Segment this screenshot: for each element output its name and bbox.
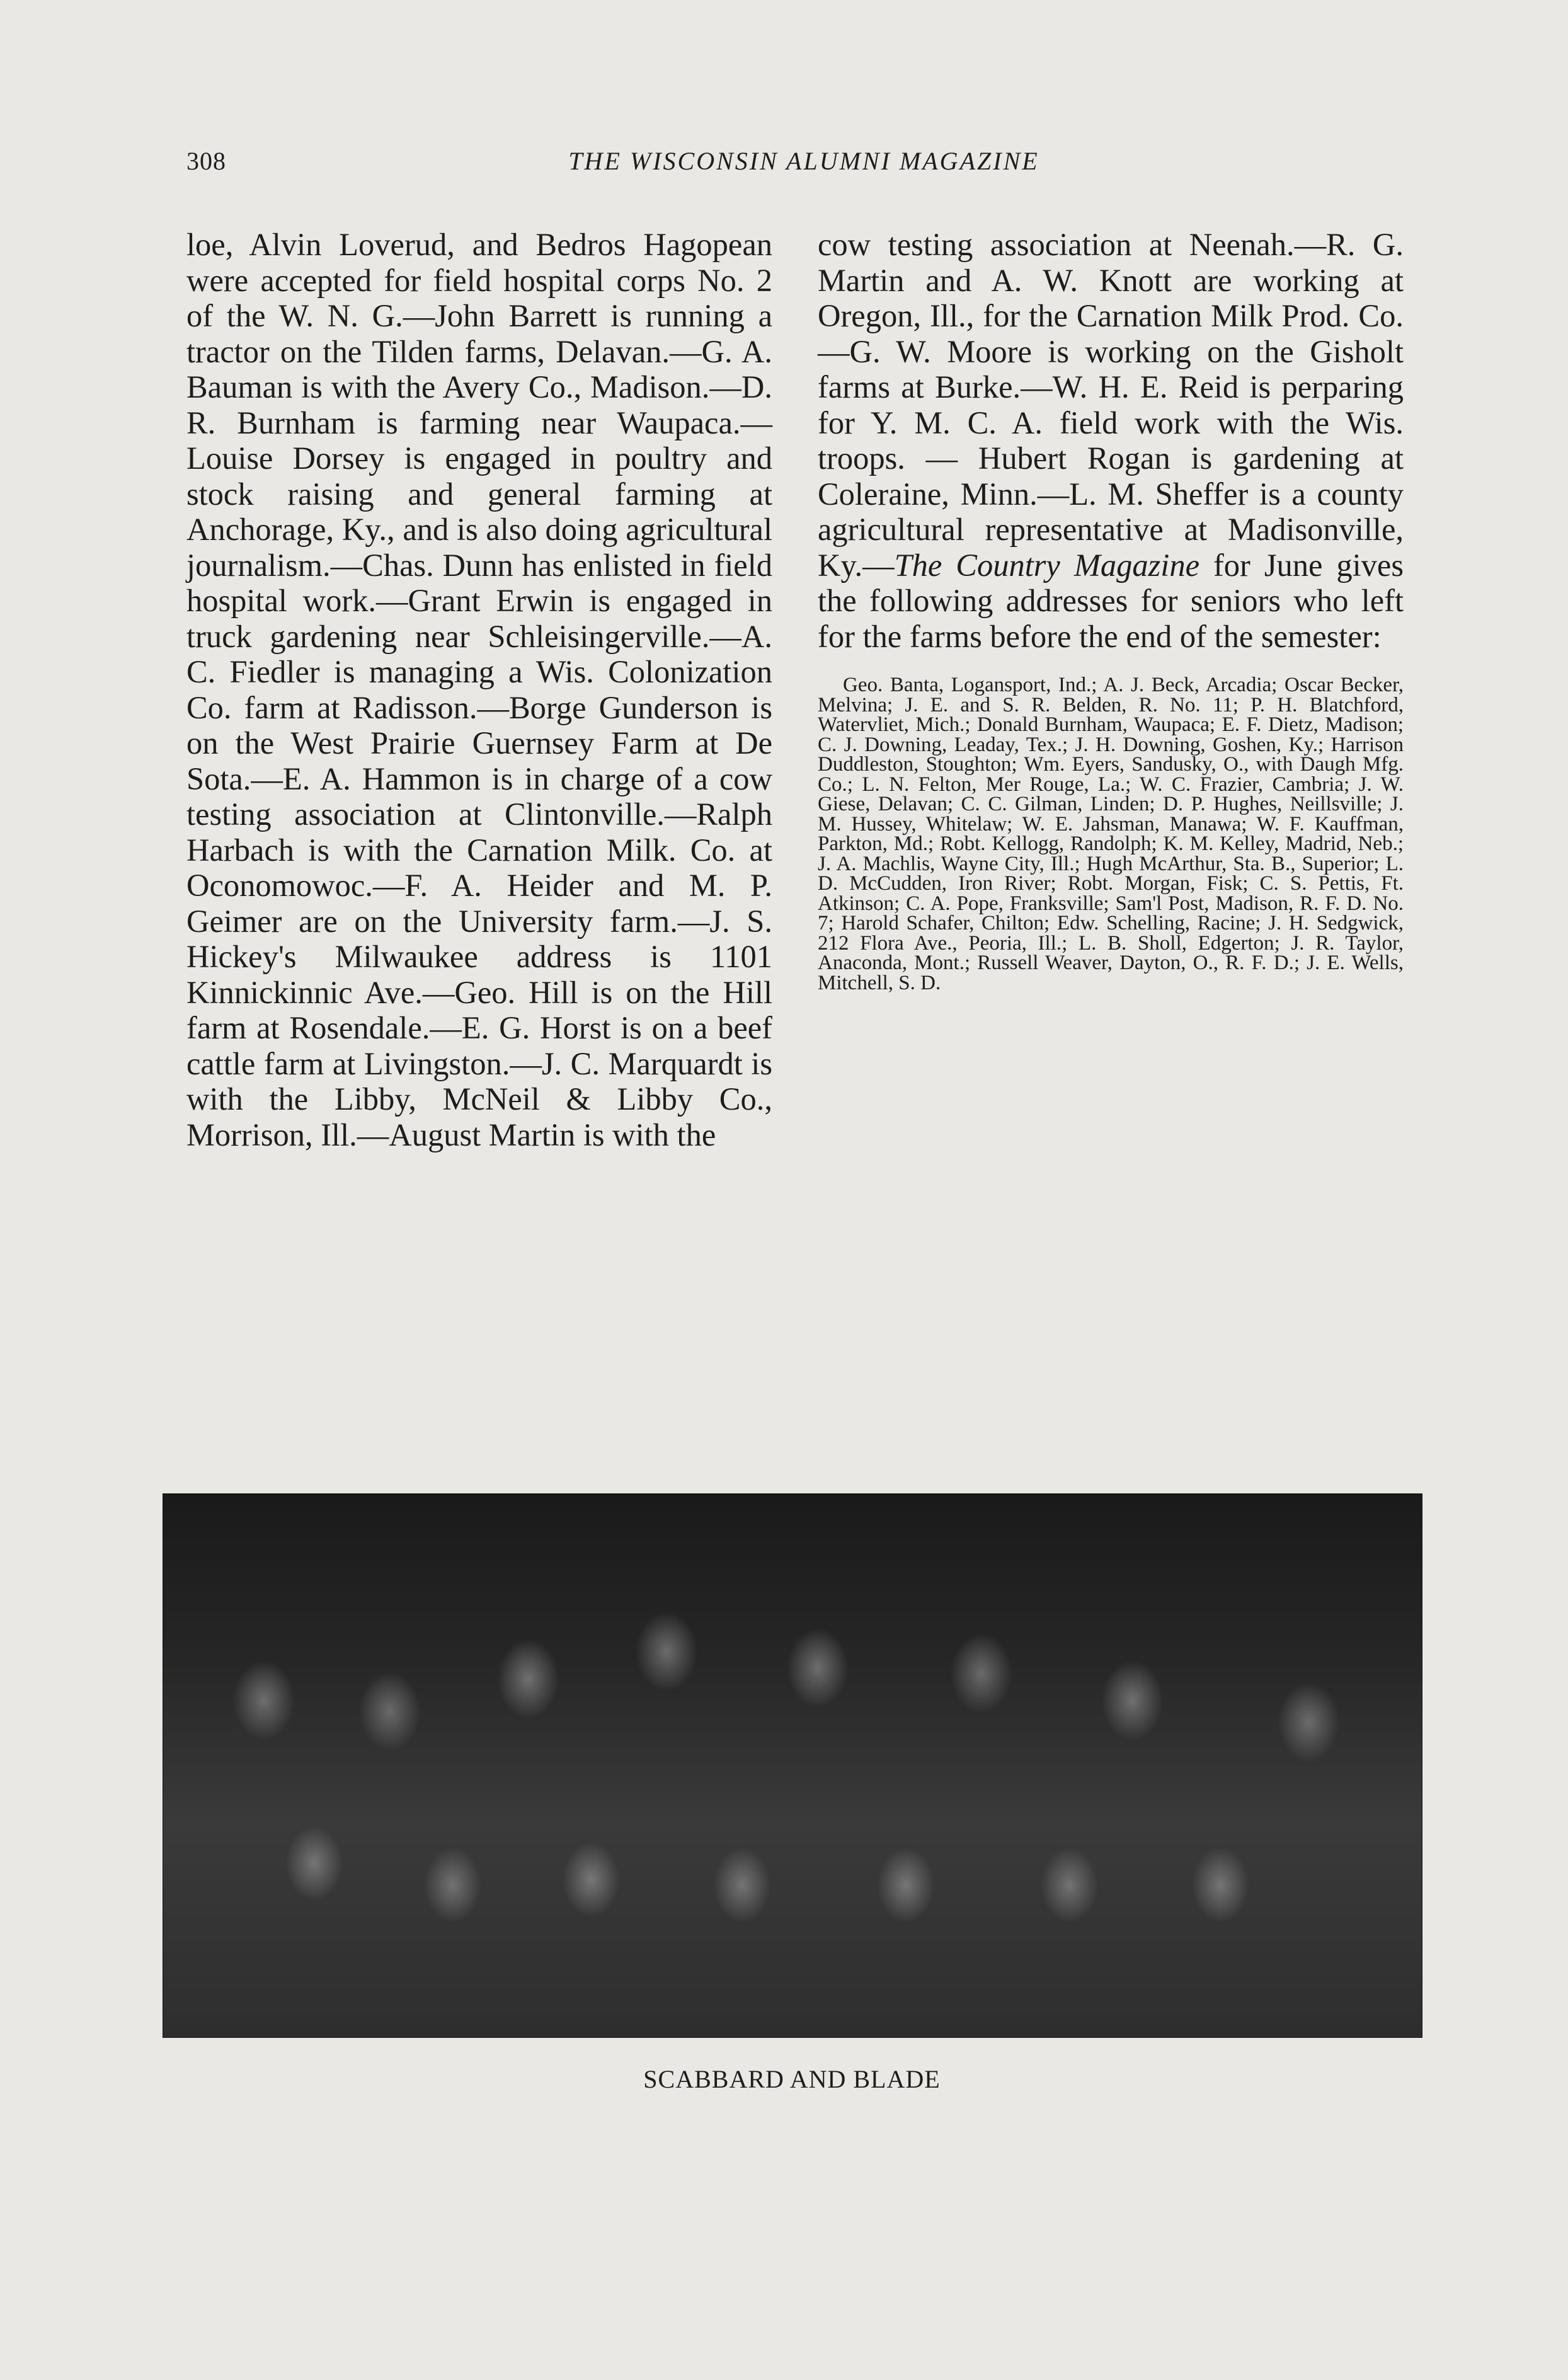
left-column [186, 227, 772, 1153]
right-column-text-start: cow testing association at Neenah.—R. G. Martin and A. W. Knott are working at Oregon, Ill., for the Carnation Milk Prod. Co.—G. W. Moore is working on the Gisholt farms at Burke.—W. H. E. Reid is perparing for Y. M. C. A. field work with the Wis. troops. — Hubert Rogan is gardening at Coleraine, Minn.—L. M. Sheffer is a county agricultural representative at Madisonville, Ky.— [818, 227, 1404, 583]
photo-caption: SCABBARD AND BLADE [643, 2065, 941, 2093]
magazine-title: THE WISCONSIN ALUMNI MAGAZINE [568, 147, 1039, 175]
magazine-name-italic: The Country Magazine [894, 547, 1199, 583]
left-column-text: loe, Alvin Loverud, and Bedros Hagopean were accepted for field hospital corps No. 2 of the W. N. G.—John Barrett is running a tractor on the Tilden farms, Delavan.—G. A. Bauman is with the Avery Co., Madison.—D. R. Burnham is farming near Waupaca.—Louise Dorsey is engaged in poultry and stock raising and general farming at Anchorage, Ky., and is also doing agricultural journalism.—Chas. Dunn has enlisted in field hospital work.—Grant Erwin is engaged in truck gardening near Schleisingerville.—A. C. Fiedler is managing a Wis. Colonization Co. farm at Radisson.—Borge Gunderson is on the West Prairie Guernsey Farm at De Sota.—E. A. Hammon is in charge of a cow testing association at Clintonville.—Ralph Harbach is with the Carnation Milk. Co. at Oconomowoc.—F. A. Heider and M. P. Geimer are on the University farm.—J. S. Hickey's Milwaukee address is 1101 Kinnickinnic Ave.—Geo. Hill is on the Hill farm at Rosendale.—E. G. Horst is on a beef cattle farm at Livingston.—J. C. Marquardt is with the Libby, McNeil & Libby Co., Morrison, Ill.—August Martin is with the [186, 227, 772, 1153]
right-column [818, 227, 1404, 993]
page-number: 308 [186, 147, 226, 175]
senior-addresses-list: Geo. Banta, Logansport, Ind.; A. J. Beck, Arcadia; Oscar Becker, Melvina; J. E. and S. R. Belden, R. No. 11; P. H. Blatchford, Watervliet, Mich.; Donald Burnham, Waupaca; E. F. Dietz, Madison; C. J. Downing, Leaday, Tex.; J. H. Downing, Goshen, Ky.; Harrison Duddleston, Stoughton; Wm. Eyers, Sandusky, O., with Daugh Mfg. Co.; L. N. Felton, Mer Rouge, La.; W. C. Frazier, Cambria; J. W. Giese, Delavan; C. C. Gilman, Linden; D. P. Hughes, Neillsville; J. M. Hussey, Whitelaw; W. E. Jahsman, Manawa; W. F. Kauffman, Parkton, Md.; Robt. Kellogg, Randolph; K. M. Kelley, Madrid, Neb.; J. A. Machlis, Wayne City, Ill.; Hugh McArthur, Sta. B., Superior; L. D. McCudden, Iron River; Robt. Morgan, Fisk; C. S. Pettis, Ft. Atkinson; C. A. Pope, Franksville; Sam'l Post, Madison, R. F. D. No. 7; Harold Schafer, Chilton; Edw. Schelling, Racine; J. H. Sedgwick, 212 Flora Ave., Peoria, Ill.; L. B. Sholl, Edgerton; J. R. Taylor, Anaconda, Mont.; Russell Weaver, Dayton, O., R. F. D.; J. E. Wells, Mitchell, S. D. [818, 674, 1404, 994]
page-header [186, 146, 1421, 184]
right-column-paragraph [818, 227, 1404, 654]
right-column-text-end: for June gives the following addresses for seniors who left for the farms before the end of the semester: [818, 547, 1404, 654]
group-photograph [163, 1493, 1422, 2038]
